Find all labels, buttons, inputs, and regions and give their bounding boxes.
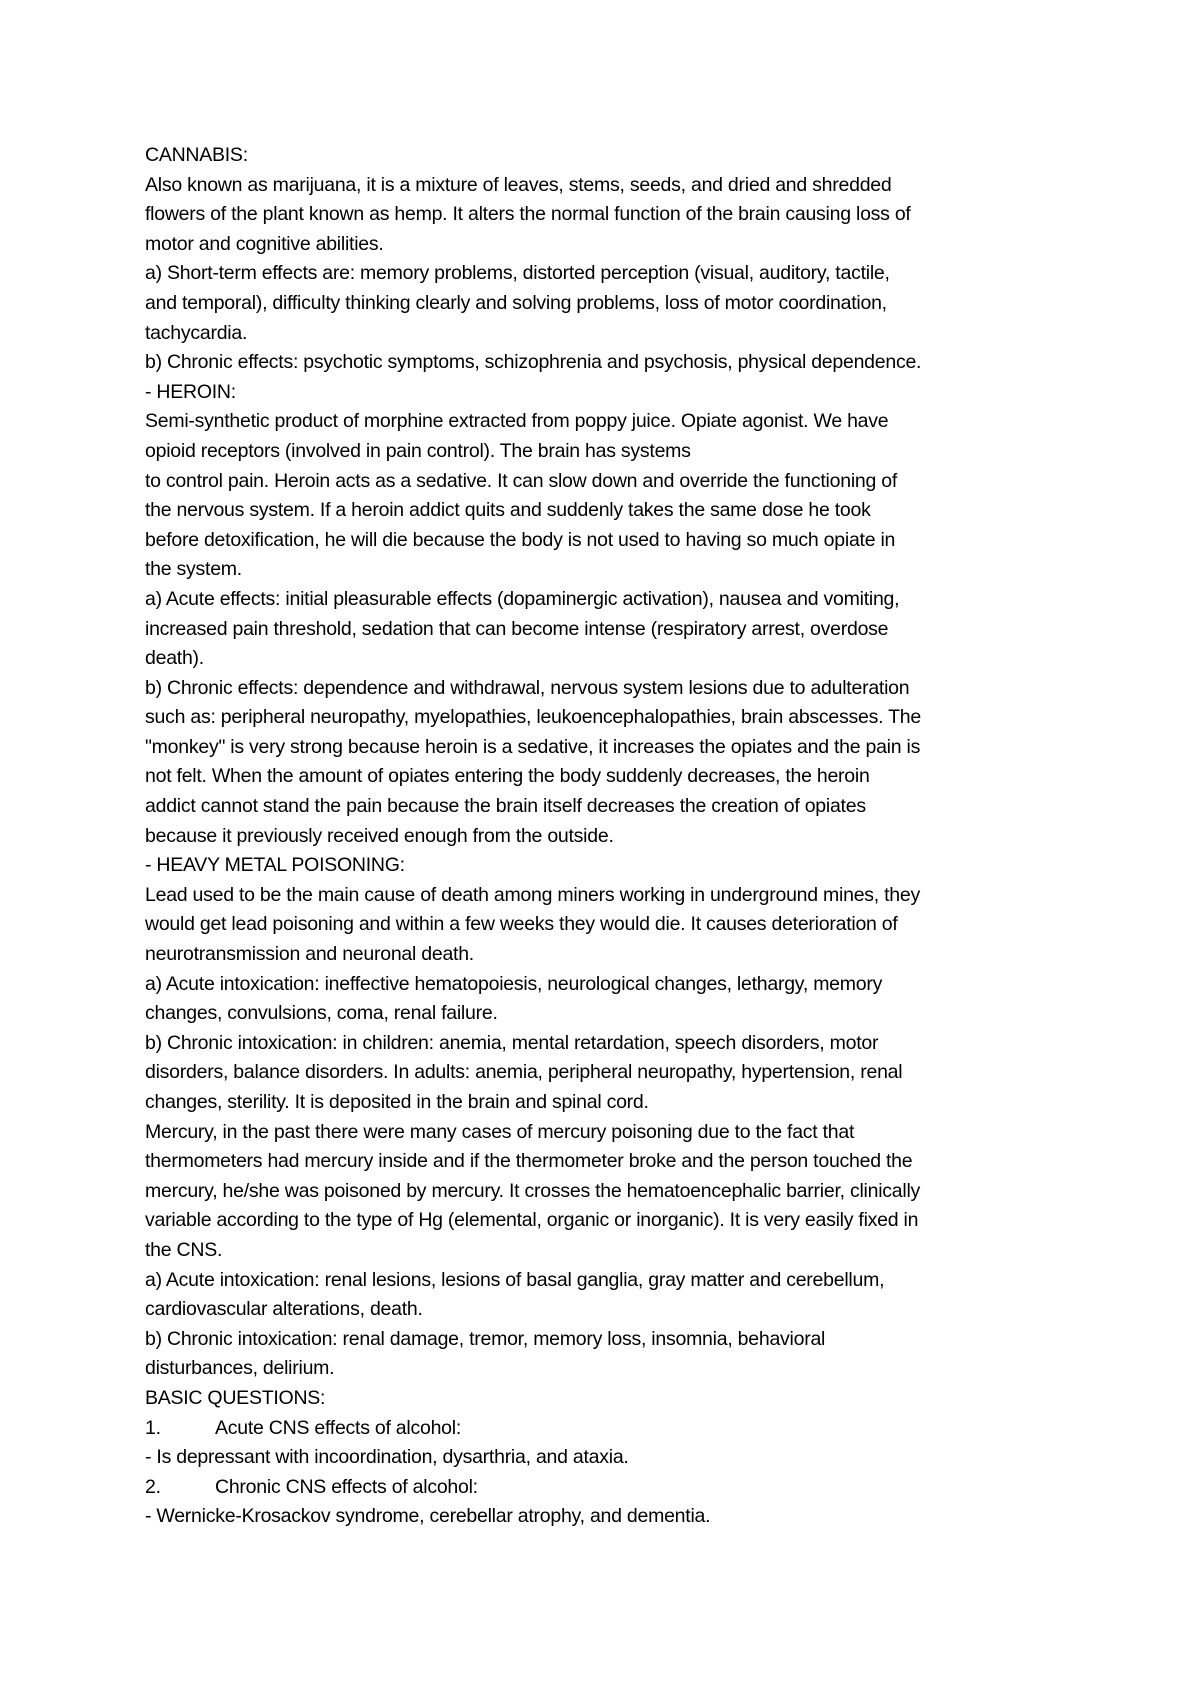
text-line: "monkey" is very strong because heroin is a sedative, it increases the opiates and the pain is — [145, 735, 921, 758]
text-line: motor and cognitive abilities. — [145, 232, 384, 255]
text-line: b) Chronic effects: dependence and withdrawal, nervous system lesions due to adulteration — [145, 676, 910, 699]
document-page — [145, 141, 1075, 1532]
text-line: - HEROIN: — [145, 380, 236, 403]
text-line: would get lead poisoning and within a few weeks they would die. It causes deterioration of — [145, 913, 898, 936]
text-line: death). — [145, 647, 204, 670]
text-line: such as: peripheral neuropathy, myelopathies, leukoencephalopathies, brain abscesses. The — [145, 706, 921, 729]
text-line: increased pain threshold, sedation that can become intense (respiratory arrest, overdose — [145, 617, 889, 640]
text-line: because it previously received enough from the outside. — [145, 824, 614, 847]
answer-text: - Is depressant with incoordination, dysarthria, and ataxia. — [145, 1446, 629, 1469]
text-line: a) Acute intoxication: ineffective hematopoiesis, neurological changes, lethargy, memory — [145, 972, 883, 995]
question-text: Acute CNS effects of alcohol: — [215, 1416, 462, 1439]
text-line: changes, convulsions, coma, renal failure. — [145, 1002, 498, 1025]
text-line: tachycardia. — [145, 321, 248, 344]
question-number: 1. — [145, 1416, 161, 1439]
text-line: b) Chronic intoxication: renal damage, tremor, memory loss, insomnia, behavioral — [145, 1327, 826, 1350]
text-line: variable according to the type of Hg (elemental, organic or inorganic). It is very easily fixed in — [145, 1209, 919, 1232]
text-line: not felt. When the amount of opiates entering the body suddenly decreases, the heroin — [145, 765, 870, 788]
text-line: neurotransmission and neuronal death. — [145, 943, 474, 966]
text-line: to control pain. Heroin acts as a sedative. It can slow down and override the functioning of — [145, 469, 898, 492]
text-line: a) Short-term effects are: memory problems, distorted perception (visual, auditory, tactile, — [145, 262, 890, 285]
text-line: mercury, he/she was poisoned by mercury. It crosses the hematoencephalic barrier, clinically — [145, 1179, 921, 1202]
text-line: disorders, balance disorders. In adults: anemia, peripheral neuropathy, hypertension, renal — [145, 1061, 903, 1084]
text-line: a) Acute effects: initial pleasurable effects (dopaminergic activation), nausea and vomiting, — [145, 587, 900, 610]
text-line: cardiovascular alterations, death. — [145, 1298, 423, 1321]
text-line: b) Chronic effects: psychotic symptoms, schizophrenia and psychosis, physical dependence. — [145, 351, 922, 374]
text-line: the system. — [145, 558, 242, 581]
text-line: - HEAVY METAL POISONING: — [145, 854, 405, 877]
text-line: Also known as marijuana, it is a mixture of leaves, stems, seeds, and dried and shredded — [145, 173, 892, 196]
text-line: and temporal), difficulty thinking clearly and solving problems, loss of motor coordination, — [145, 291, 887, 314]
text-line: changes, sterility. It is deposited in the brain and spinal cord. — [145, 1091, 649, 1113]
text-line: b) Chronic intoxication: in children: anemia, mental retardation, speech disorders, motor — [145, 1031, 879, 1054]
basic-questions-list — [145, 1414, 1075, 1532]
document-body — [145, 141, 1075, 1414]
text-line: BASIC QUESTIONS: — [145, 1386, 326, 1409]
text-line: Mercury, in the past there were many cases of mercury poisoning due to the fact that — [145, 1120, 855, 1143]
question-item — [145, 1414, 1075, 1444]
text-line: Lead used to be the main cause of death among miners working in underground mines, they — [145, 883, 920, 906]
text-line: the nervous system. If a heroin addict quits and suddenly takes the same dose he took — [145, 499, 871, 522]
question-text: Chronic CNS effects of alcohol: — [215, 1475, 478, 1498]
text-line: flowers of the plant known as hemp. It alters the normal function of the brain causing loss of — [145, 203, 911, 226]
text-line: opioid receptors (involved in pain control). The brain has systems — [145, 439, 691, 462]
answer-text: - Wernicke-Krosackov syndrome, cerebellar atrophy, and dementia. — [145, 1505, 711, 1528]
text-line: addict cannot stand the pain because the brain itself decreases the creation of opiates — [145, 795, 866, 818]
question-item — [145, 1473, 1075, 1503]
text-line: the CNS. — [145, 1238, 223, 1261]
text-line: CANNABIS: — [145, 144, 248, 166]
text-line: disturbances, delirium. — [145, 1357, 335, 1380]
text-line: thermometers had mercury inside and if the thermometer broke and the person touched the — [145, 1150, 913, 1173]
text-line: Semi-synthetic product of morphine extracted from poppy juice. Opiate agonist. We have — [145, 410, 889, 433]
question-number: 2. — [145, 1475, 161, 1498]
text-line: before detoxification, he will die because the body is not used to having so much opiate in — [145, 528, 896, 551]
text-line: a) Acute intoxication: renal lesions, lesions of basal ganglia, gray matter and cerebellum, — [145, 1268, 885, 1291]
